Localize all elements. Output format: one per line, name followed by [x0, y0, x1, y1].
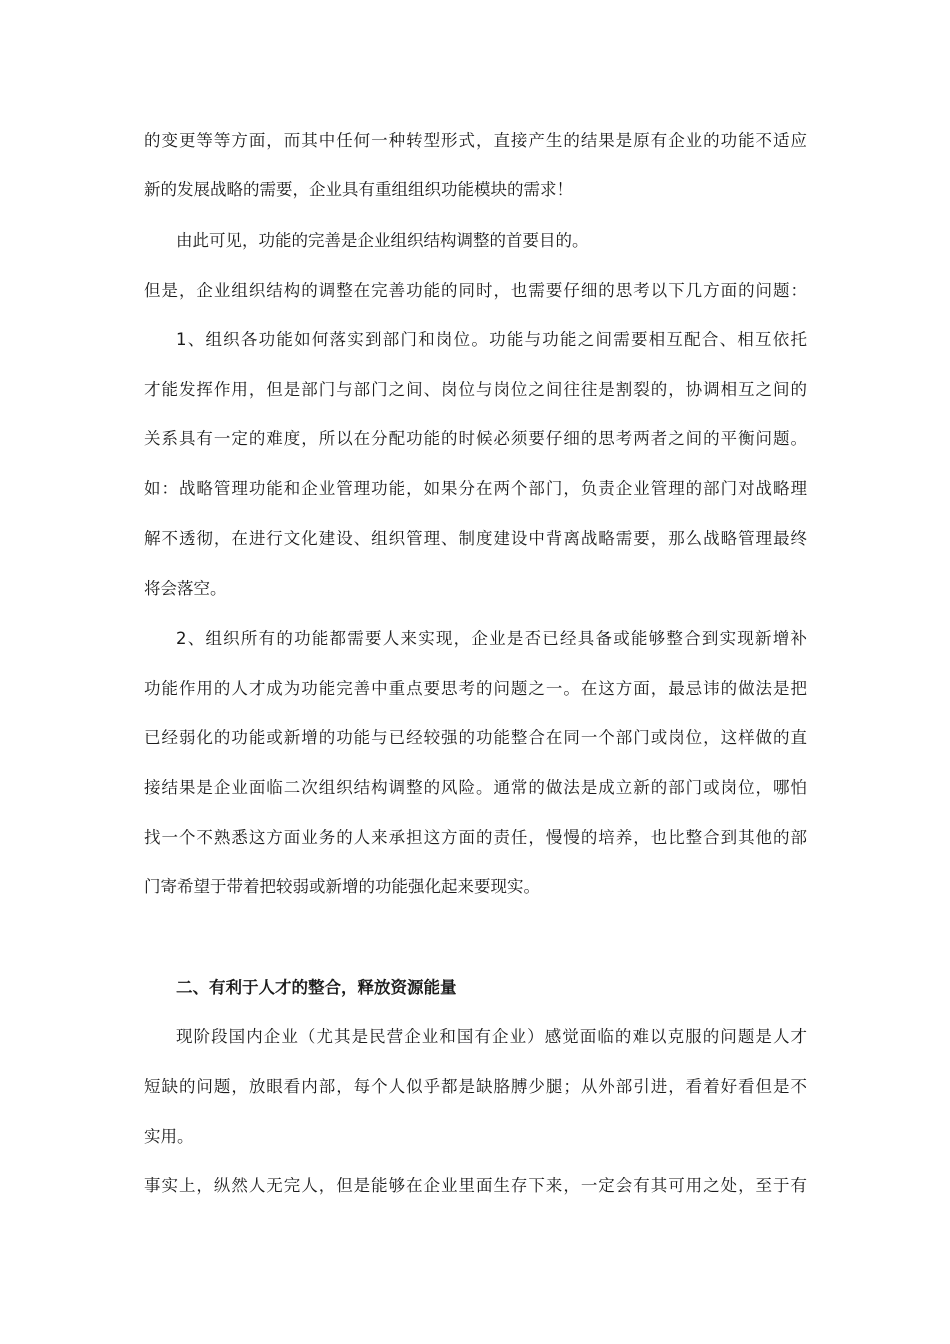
text-line: 才能发挥作用，但是部门与部门之间、岗位与岗位之间往往是割裂的，协调相互之间的 [144, 380, 807, 399]
text-line: 解不透彻，在进行文化建设、组织管理、制度建设中背离战略需要，那么战略管理最终 [144, 529, 807, 548]
text-line: 关系具有一定的难度，所以在分配功能的时候必须要仔细的思考两者之间的平衡问题。 [144, 429, 807, 448]
text-line: 找一个不熟悉这方面业务的人来承担这方面的责任，慢慢的培养，也比整合到其他的部 [144, 828, 807, 847]
text-line: 现阶段国内企业（尤其是民营企业和国有企业）感觉面临的难以克服的问题是人才 [176, 1027, 807, 1046]
text-line: 接结果是企业面临二次组织结构调整的风险。通常的做法是成立新的部门或岗位，哪怕 [144, 778, 807, 797]
text-line: 短缺的问题，放眼看内部，每个人似乎都是缺胳膊少腿；从外部引进，看着好看但是不 [144, 1077, 807, 1096]
text-line: 功能作用的人才成为功能完善中重点要思考的问题之一。在这方面，最忌讳的做法是把 [144, 679, 807, 698]
text-line: 新的发展战略的需要，企业具有重组组织功能模块的需求！ [144, 180, 573, 199]
text-line: 由此可见，功能的完善是企业组织结构调整的首要目的。 [176, 231, 589, 250]
text-line: 已经弱化的功能或新增的功能与已经较强的功能整合在同一个部门或岗位，这样做的直 [144, 728, 807, 747]
text-line: 实用。 [144, 1127, 194, 1146]
text-line: 将会落空。 [144, 579, 227, 598]
text-line: 1、组织各功能如何落实到部门和岗位。功能与功能之间需要相互配合、相互依托 [176, 330, 807, 349]
text-line: 如：战略管理功能和企业管理功能，如果分在两个部门，负责企业管理的部门对战略理 [144, 479, 807, 498]
text-line: 事实上，纵然人无完人，但是能够在企业里面生存下来，一定会有其可用之处，至于有 [144, 1176, 807, 1195]
text-line: 门寄希望于带着把较弱或新增的功能强化起来要现实。 [144, 877, 540, 896]
section-heading: 二、有利于人才的整合，释放资源能量 [176, 978, 457, 997]
text-line: 2、组织所有的功能都需要人来实现，企业是否已经具备或能够整合到实现新增补 [176, 629, 807, 648]
text-line: 但是，企业组织结构的调整在完善功能的同时，也需要仔细的思考以下几方面的问题： [144, 281, 807, 300]
text-line: 的变更等等方面，而其中任何一种转型形式，直接产生的结果是原有企业的功能不适应 [144, 131, 807, 150]
